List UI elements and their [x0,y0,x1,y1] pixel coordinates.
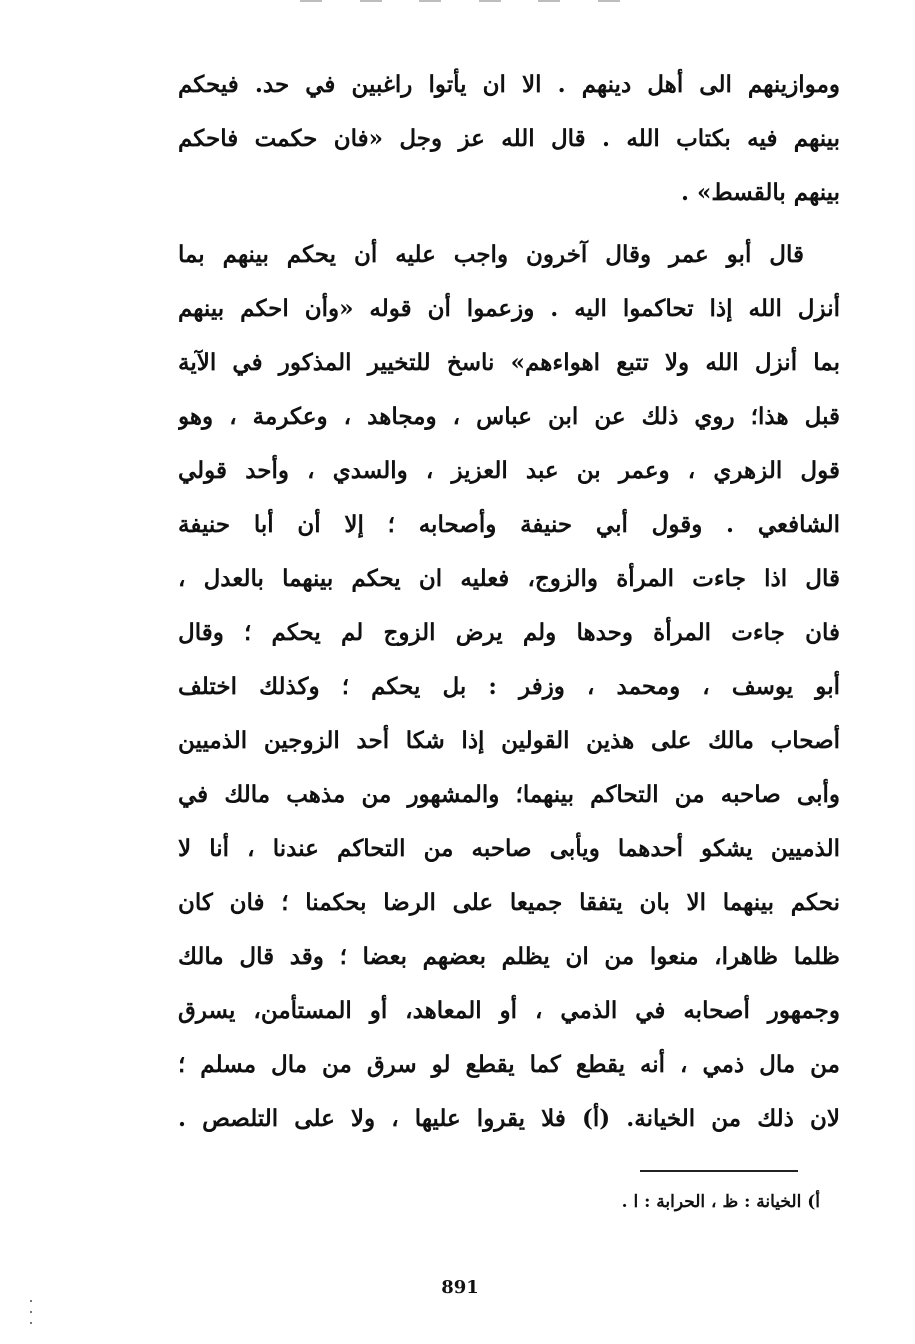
footnote: أ) الخيانة : ظ ، الحرابة : ا . [621,1192,820,1212]
page-number: 891 [441,1277,479,1298]
page-body [178,58,840,1146]
text-line: وأبى صاحبه من التحاكم بينهما؛ والمشهور من مذهب مالك في [178,781,840,808]
text-line: أنزل الله إذا تحاكموا اليه . وزعموا أن قوله «وأن احكم بينهم [178,295,840,322]
text-line: من مال ذمي ، أنه يقطع كما يقطع لو سرق من مال مسلم ؛ [178,1051,840,1078]
text-line: الذميين يشكو أحدهما ويأبى صاحبه من التحاكم عندنا ، أنا لا [178,835,840,862]
margin-dots [30,1300,34,1330]
paragraph-1 [178,58,840,220]
text-line: بينهم فيه بكتاب الله . قال الله عز وجل «فان حكمت فاحكم [178,125,840,152]
paragraph-2 [178,228,840,1146]
text-line: الشافعي . وقول أبي حنيفة وأصحابه ؛ إلا أن أبا حنيفة [178,511,840,538]
text-line: قال أبو عمر وقال آخرون واجب عليه أن يحكم بينهم بما [178,241,804,268]
text-line: نحكم بينهما الا بان يتفقا جميعا على الرضا بحكمنا ؛ فان كان [178,889,840,916]
text-line: فان جاءت المرأة وحدها ولم يرض الزوج لم يحكم ؛ وقال [178,619,840,646]
text-line: وموازينهم الى أهل دينهم . الا ان يأتوا راغبين في حد. فيحكم [178,71,840,98]
text-line: أبو يوسف ، ومحمد ، وزفر : بل يحكم ؛ وكذلك اختلف [178,673,840,700]
top-edge-marks [300,0,620,4]
footnote-divider [640,1170,798,1172]
text-line: لان ذلك من الخيانة. (أ) فلا يقروا عليها ، ولا على التلصص . [178,1105,840,1132]
text-line: ظلما ظاهرا، منعوا من ان يظلم بعضهم بعضا ؛ وقد قال مالك [178,943,840,970]
text-line: بينهم بالقسط» . [681,179,840,206]
text-line: أصحاب مالك على هذين القولين إذا شكا أحد الزوجين الذميين [178,727,840,754]
text-line: قول الزهري ، وعمر بن عبد العزيز ، والسدي ، وأحد قولي [178,457,840,484]
text-line: وجمهور أصحابه في الذمي ، أو المعاهد، أو المستأمن، يسرق [178,997,840,1024]
text-line: بما أنزل الله ولا تتبع اهواءهم» ناسخ للتخيير المذكور في الآية [178,349,840,376]
text-line: قبل هذا؛ روي ذلك عن ابن عباس ، ومجاهد ، وعكرمة ، وهو [178,403,840,430]
text-line: قال اذا جاءت المرأة والزوج، فعليه ان يحكم بينهما بالعدل ، [178,565,840,592]
